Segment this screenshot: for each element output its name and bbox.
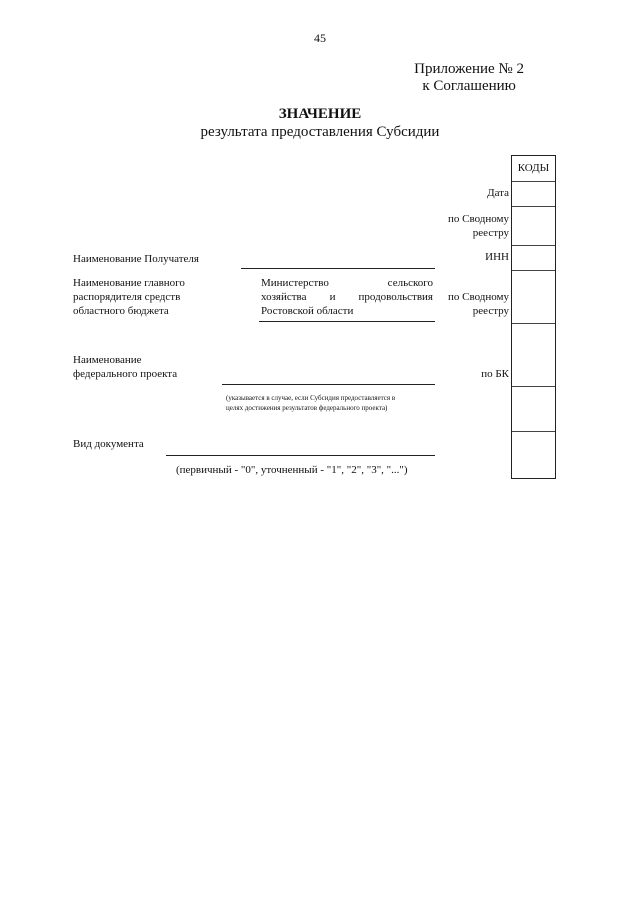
distributor-label-line2: распорядителя средств <box>73 291 181 303</box>
codes-cell-doc <box>512 431 555 432</box>
project-note-line1: (указывается в случае, если Субсидия предоставляется в <box>226 394 396 402</box>
page-number: 45 <box>314 31 326 45</box>
label-svod1 <box>448 212 509 240</box>
codes-cell-svod1 <box>512 206 555 207</box>
distributor-value-line1: Министерство сельского <box>261 277 433 289</box>
project-note-line2: целях достижения результатов федерального проекта) <box>226 404 388 412</box>
project-label-line1: Наименование <box>73 354 142 366</box>
distributor-label-line1: Наименование главного <box>73 277 185 289</box>
codes-header: КОДЫ <box>517 162 550 174</box>
appendix-line-1: Приложение № 2 <box>414 61 524 77</box>
project-note <box>226 393 395 413</box>
label-svod1-line2: реестру <box>472 227 509 239</box>
project-label <box>73 353 177 381</box>
label-bk: по БК <box>481 368 509 380</box>
project-label-line2: федерального проекта <box>73 368 178 380</box>
appendix-heading <box>414 61 524 95</box>
document-title: ЗНАЧЕНИЕ <box>278 106 362 122</box>
label-svod2-line2: реестру <box>472 305 509 317</box>
appendix-line-2: к Соглашению <box>422 78 516 94</box>
distributor-label <box>73 276 185 318</box>
distributor-value-line3: Ростовской области <box>261 305 354 317</box>
distributor-field-line <box>259 321 435 322</box>
doc-type-label: Вид документа <box>73 438 144 450</box>
label-svod1-line1: по Сводному <box>447 213 509 225</box>
doc-type-hint: (первичный - "0", уточненный - "1", "2", "3", "...") <box>176 464 408 476</box>
distributor-value-line2: хозяйства и продовольствия <box>261 291 433 303</box>
recipient-label: Наименование Получателя <box>73 253 199 265</box>
label-svod2-line1: по Сводному <box>447 291 509 303</box>
doc-type-field-line[interactable] <box>166 455 435 456</box>
codes-cell-bk <box>512 323 555 324</box>
document-subtitle: результата предоставления Субсидии <box>200 124 440 140</box>
project-field-line[interactable] <box>222 384 435 385</box>
distributor-label-line3: областного бюджета <box>73 305 169 317</box>
codes-cell-svod2 <box>512 270 555 271</box>
label-svod2 <box>448 290 509 318</box>
label-inn: ИНН <box>485 251 509 263</box>
codes-table <box>511 155 556 479</box>
codes-cell-date <box>512 181 555 182</box>
label-date: Дата <box>487 187 509 199</box>
codes-cell-bk-2 <box>512 386 555 387</box>
recipient-field-line[interactable] <box>241 268 435 269</box>
codes-cell-inn <box>512 245 555 246</box>
